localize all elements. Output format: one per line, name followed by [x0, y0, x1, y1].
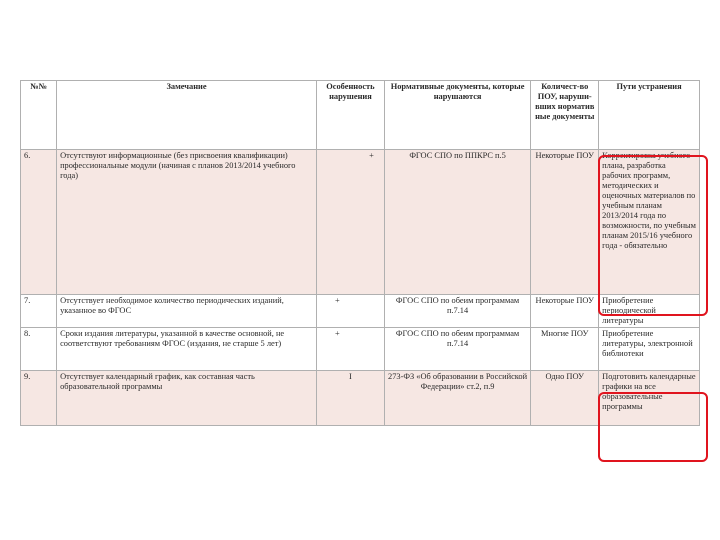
violations-table: [20, 80, 700, 426]
header-feature: Особенность нарушения: [316, 81, 384, 150]
row-feature: I: [316, 371, 384, 426]
row-documents: ФГОС СПО по обеим программам п.7.14: [384, 295, 530, 328]
row-fix: Корректировка учебного плана, разработка рабочих программ, методических и оценочных материалов по учебным планам 2013/2014 года по возможности, по учебным планам 2015/16 учебного года - обязательно: [599, 150, 700, 295]
header-number: №№: [21, 81, 57, 150]
row-documents: ФГОС СПО по ППКРС п.5: [384, 150, 530, 295]
row-feature: +: [316, 150, 384, 295]
row-documents: ФГОС СПО по обеим программам п.7.14: [384, 328, 530, 371]
row-count: Некоторые ПОУ: [531, 295, 599, 328]
header-remark: Замечание: [57, 81, 317, 150]
row-remark: Отсутствует календарный график, как составная часть образовательной программы: [57, 371, 317, 426]
row-count: Многие ПОУ: [531, 328, 599, 371]
row-count: Одно ПОУ: [531, 371, 599, 426]
header-fix: Пути устранения: [599, 81, 700, 150]
table-row: [21, 371, 700, 426]
row-number: 8.: [21, 328, 57, 371]
document-table-container: [20, 80, 700, 426]
row-count: Некоторые ПОУ: [531, 150, 599, 295]
row-fix: Приобретение периодической литературы: [599, 295, 700, 328]
table-header-row: [21, 81, 700, 150]
row-feature: +: [316, 328, 384, 371]
row-fix: Подготовить календарные графики на все образовательные программы: [599, 371, 700, 426]
row-number: 6.: [21, 150, 57, 295]
table-row: [21, 150, 700, 295]
row-remark: Сроки издания литературы, указанной в качестве основной, не соответствуют требованиям ФГОС (издания, не старше 5 лет): [57, 328, 317, 371]
row-documents: 273-ФЗ «Об образовании в Российской Федерации» ст.2, п.9: [384, 371, 530, 426]
table-row: [21, 295, 700, 328]
row-remark: Отсутствует необходимое количество периодических изданий, указанное во ФГОС: [57, 295, 317, 328]
header-count: Количест-во ПОУ, наруши-вших норматив ные документы: [531, 81, 599, 150]
row-remark: Отсутствуют информационные (без присвоения квалификации) профессиональные модули (начиная с планов 2013/2014 учебного года): [57, 150, 317, 295]
row-feature: +: [316, 295, 384, 328]
header-documents: Нормативные документы, которые нарушаются: [384, 81, 530, 150]
row-fix: Приобретение литературы, электронной библиотеки: [599, 328, 700, 371]
table-row: [21, 328, 700, 371]
row-number: 7.: [21, 295, 57, 328]
row-number: 9.: [21, 371, 57, 426]
